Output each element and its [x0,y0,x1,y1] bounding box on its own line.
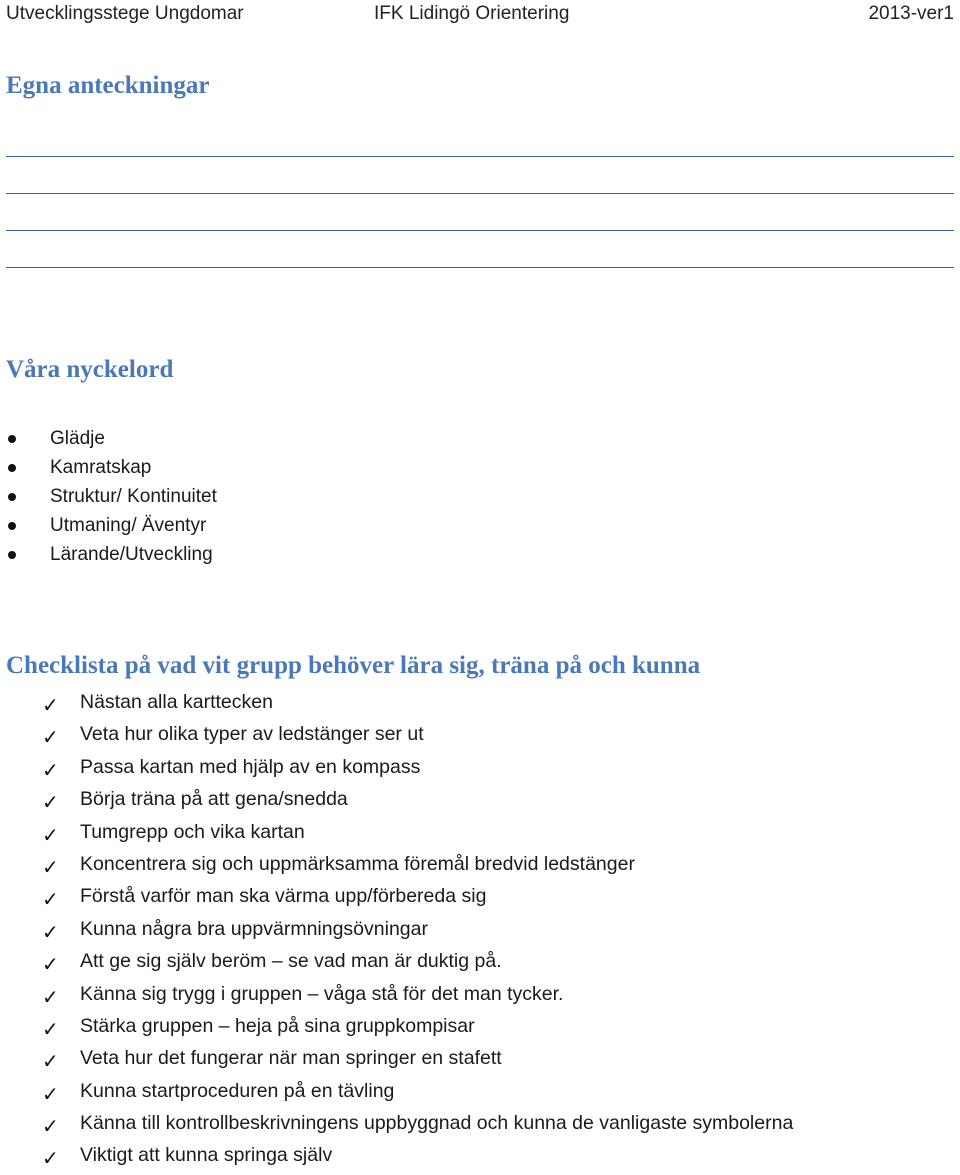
checklist-item [0,848,793,880]
checkmark-icon: ✓ [42,854,59,879]
checkmark-icon: ✓ [42,919,59,944]
note-line [6,156,954,157]
checklist-text: Känna sig trygg i gruppen – våga stå för det man tycker. [80,982,564,1005]
note-line [6,230,954,231]
bullet-icon [8,435,16,443]
checklist-text: Viktigt att kunna springa själv [80,1144,333,1167]
bullet-icon [8,464,16,472]
header-version: 2013-ver1 [868,3,954,24]
note-line [6,193,954,194]
checklist-text: Förstå varför man ska värma upp/förbereda sig [80,885,487,908]
checklist-text: Veta hur olika typer av ledstänger ser ut [80,723,424,746]
keyword-item [0,511,217,540]
checklist-item [0,718,793,750]
bullet-icon [8,522,16,530]
note-line [6,267,954,268]
checklist-item [0,1107,793,1139]
keyword-item [0,424,217,453]
keyword-item [0,540,217,569]
checklist-text: Veta hur det fungerar när man springer en stafett [80,1047,502,1070]
checklist-item [0,751,793,783]
checklist-item [0,1010,793,1042]
keyword-text: Struktur/ Kontinuitet [50,486,217,507]
header-club-name: IFK Lidingö Orientering [374,3,570,24]
keyword-text: Lärande/Utveckling [50,544,213,565]
keywords-heading: Våra nyckelord [6,356,174,383]
checkmark-icon: ✓ [42,822,59,847]
notes-heading: Egna anteckningar [6,72,210,99]
checkmark-icon: ✓ [42,1114,59,1139]
keyword-text: Utmaning/ Äventyr [50,515,207,536]
checklist-heading: Checklista på vad vit grupp behöver lära sig, träna på och kunna [6,652,701,679]
checklist-item [0,816,793,848]
header-document-title: Utvecklingsstege Ungdomar [6,3,244,24]
checklist-item [0,783,793,815]
checklist-item [0,1075,793,1107]
checklist-text: Kunna startproceduren på en tävling [80,1079,395,1102]
checklist-text: Börja träna på att gena/snedda [80,788,348,811]
checklist-text: Tumgrepp och vika kartan [80,820,305,843]
checklist-text: Kunna några bra uppvärmningsövningar [80,917,428,940]
checkmark-icon: ✓ [42,1049,59,1074]
checkmark-icon: ✓ [42,887,59,912]
checklist [0,686,793,1172]
bullet-icon [8,493,16,501]
checklist-text: Nästan alla karttecken [80,691,273,713]
keyword-text: Kamratskap [50,457,152,478]
keyword-text: Glädje [50,428,105,449]
checklist-text: Känna till kontrollbeskrivningens uppbyggnad och kunna de vanligaste symbolerna [80,1112,794,1135]
bullet-icon [8,551,16,559]
checklist-text: Att ge sig själv beröm – se vad man är duktig på. [80,950,502,973]
checkmark-icon: ✓ [42,1146,59,1171]
checklist-item [0,945,793,977]
page-header [6,0,954,28]
checklist-item [0,1042,793,1074]
checkmark-icon: ✓ [42,725,59,750]
checklist-text: Passa kartan med hjälp av en kompass [80,755,421,778]
checkmark-icon: ✓ [42,790,59,815]
checkmark-icon: ✓ [42,1016,59,1041]
checklist-item [0,1139,793,1171]
checklist-item [0,686,793,718]
checkmark-icon: ✓ [42,1081,59,1106]
checklist-text: Koncentrera sig och uppmärksamma föremål bredvid ledstänger [80,852,635,875]
checkmark-icon: ✓ [42,693,59,717]
keyword-item [0,453,217,482]
checklist-item [0,978,793,1010]
checklist-item [0,913,793,945]
checkmark-icon: ✓ [42,757,59,782]
checkmark-icon: ✓ [42,984,59,1009]
checkmark-icon: ✓ [42,952,59,977]
keyword-item [0,482,217,511]
checklist-text: Stärka gruppen – heja på sina gruppkompisar [80,1014,475,1037]
keywords-list [0,424,217,569]
checklist-item [0,880,793,912]
